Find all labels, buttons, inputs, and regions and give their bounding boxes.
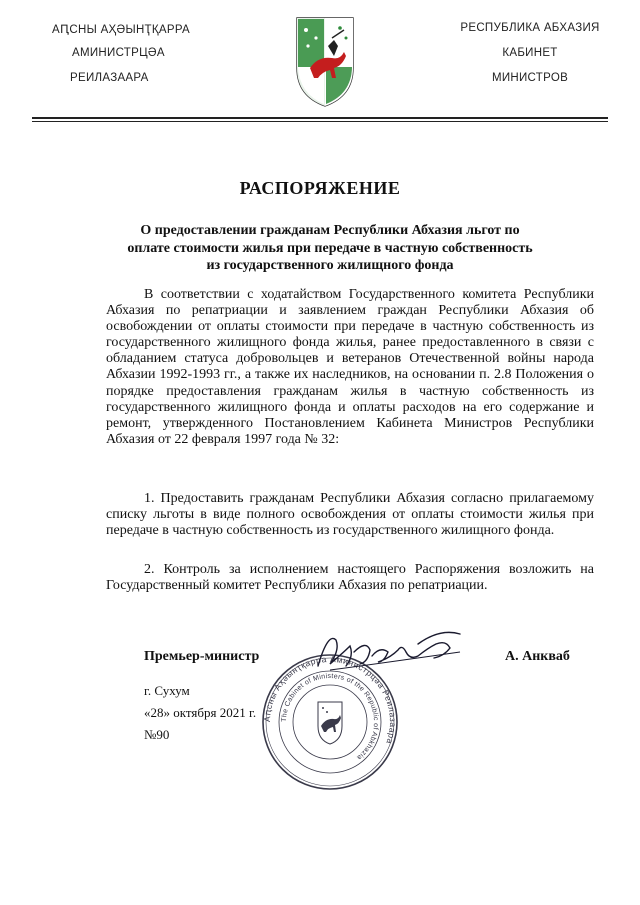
header-right-line-3: МИНИСТРОВ xyxy=(491,72,569,84)
header-right-line-2: КАБИНЕТ xyxy=(502,47,558,59)
paragraph-preamble: В соответствии с ходатайством Государственного комитета Республики Абхазия по репатриации и заявлением граждан Республики Абхазия об освобождении от оплаты стоимости при передаче в частную собственность из государственного жилищного фонда жилья, ранее предоставленного в связи с обладанием статуса добровольцев и ветеранов Отечественной войны народа Абхазии 1992-1993 гг., а также их наследников, на основании п. 2.8 Положения о порядке предоставления гражданам жилья в частную собственность из государственного жилищного фонда и оплаты расходов на его содержание и ремонт, утвержденного Постановлением Кабинета Министров Республики Абхазия от 22 февраля 1997 года № 32: xyxy=(106,287,594,447)
document-date: «28» октября 2021 г. xyxy=(144,705,257,720)
seal-inner-text: The Cabinet of Ministers of the Republic of Abkhazia xyxy=(280,672,380,762)
coat-of-arms-icon xyxy=(294,16,356,108)
signatory-name: А. Анкваб xyxy=(505,649,570,664)
header-left-line-3: РЕИЛАЗААРА xyxy=(70,72,149,84)
document-city: г. Сухум xyxy=(144,683,190,698)
paragraph-item-1: 1. Предоставить гражданам Республики Абхазия согласно прилагаемому списку льготы в виде полного освобождения от оплаты стоимости жилья при передаче в частную собственность из государственного жилищного фонда. xyxy=(106,491,594,539)
paragraph-item-2: 2. Контроль за исполнением настоящего Распоряжения возложить на Государственный комитет Республики Абхазия по репатриации. xyxy=(106,562,594,594)
header-left-abkhaz xyxy=(52,22,222,97)
header-divider-thin xyxy=(32,121,608,122)
signatory-role: Премьер-министр xyxy=(144,649,260,664)
header-right-russian xyxy=(455,22,605,97)
header-divider-thick xyxy=(32,117,608,119)
header-left-line-1: АԤСНЫ АҲӘЫНҬҚАРРА xyxy=(52,24,190,36)
svg-text:The Cabinet of Ministers of th xyxy=(281,673,379,761)
seal-outer-text: Аԥсны Аҳәынҭқарра Аминистрцәа Реилазаара xyxy=(261,653,399,746)
document-number: №90 xyxy=(144,727,170,742)
handwritten-signature-icon xyxy=(310,622,470,682)
document-title: РАСПОРЯЖЕНИЕ xyxy=(239,178,401,198)
document-subtitle: О предоставлении гражданам Республики Абхазия льгот по оплате стоимости жилья при передаче в частную собственность из государственного жилищного фонда xyxy=(127,223,533,273)
header-left-line-2: АМИНИСТРЦӘА xyxy=(72,47,165,59)
header-right-line-1: РЕСПУБЛИКА АБХАЗИЯ xyxy=(460,22,600,34)
